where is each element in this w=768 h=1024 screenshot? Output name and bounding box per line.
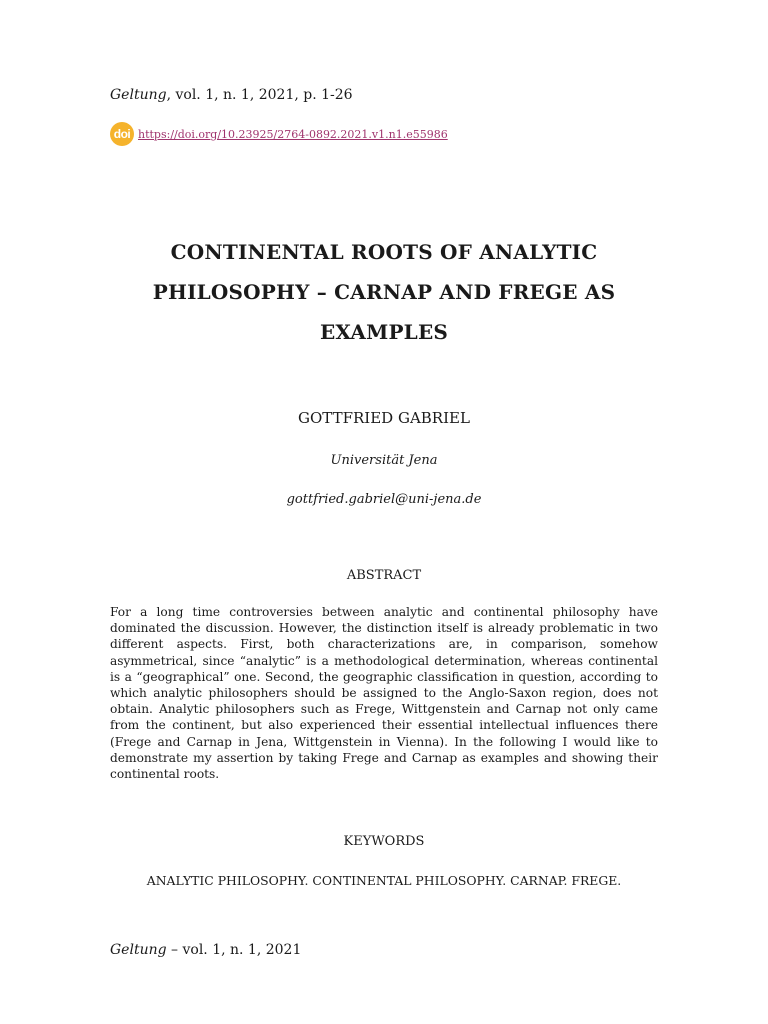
title-line: EXAMPLES xyxy=(319,320,449,344)
abstract-heading: ABSTRACT xyxy=(346,568,422,583)
footer-journal-name: Geltung xyxy=(110,942,167,958)
title-line: PHILOSOPHY – CARNAP AND FREGE AS xyxy=(152,280,616,304)
doi-row xyxy=(110,122,448,146)
doi-logo-text: doi xyxy=(113,127,131,141)
author-email: gottfried.gabriel@uni-jena.de xyxy=(286,492,482,507)
citation-details: , vol. 1, n. 1, 2021, p. 1-26 xyxy=(166,87,353,103)
title-line: CONTINENTAL ROOTS OF ANALYTIC xyxy=(170,240,598,264)
keywords-text: ANALYTIC PHILOSOPHY. CONTINENTAL PHILOSOPHY. CARNAP. FREGE. xyxy=(146,873,622,888)
doi-logo-icon xyxy=(110,122,134,146)
author-affiliation: Universität Jena xyxy=(330,453,438,468)
article-title xyxy=(100,232,668,352)
keywords-heading: KEYWORDS xyxy=(343,834,425,849)
author-name: GOTTFRIED GABRIEL xyxy=(298,409,470,427)
doi-link[interactable]: https://doi.org/10.23925/2764-0892.2021.v1.n1.e55986 xyxy=(138,127,448,141)
journal-name: Geltung xyxy=(110,87,167,103)
footer-details: – vol. 1, n. 1, 2021 xyxy=(166,942,302,958)
journal-citation xyxy=(110,86,353,104)
page-footer xyxy=(110,941,301,959)
abstract-text: For a long time controversies between analytic and continental philosophy have dominated the discussion. However, the distinction itself is already problematic in two different aspects. First, both characterizations are, in comparison, somehow asymmetrical, since “analytic” is a methodological determination, whereas continental is a “geographical” one. Second, the geographic classification in question, according to which analytic philosophers should be assigned to the Anglo-Saxon region, does not obtain. Analytic philosophers such as Frege, Wittgenstein and Carnap not only came from the continent, but also experienced their essential intellectual influences there (Frege and Carnap in Jena, Wittgenstein in Vienna). In the following I would like to demonstrate my assertion by taking Frege and Carnap as examples and showing their continental roots. xyxy=(110,605,658,782)
